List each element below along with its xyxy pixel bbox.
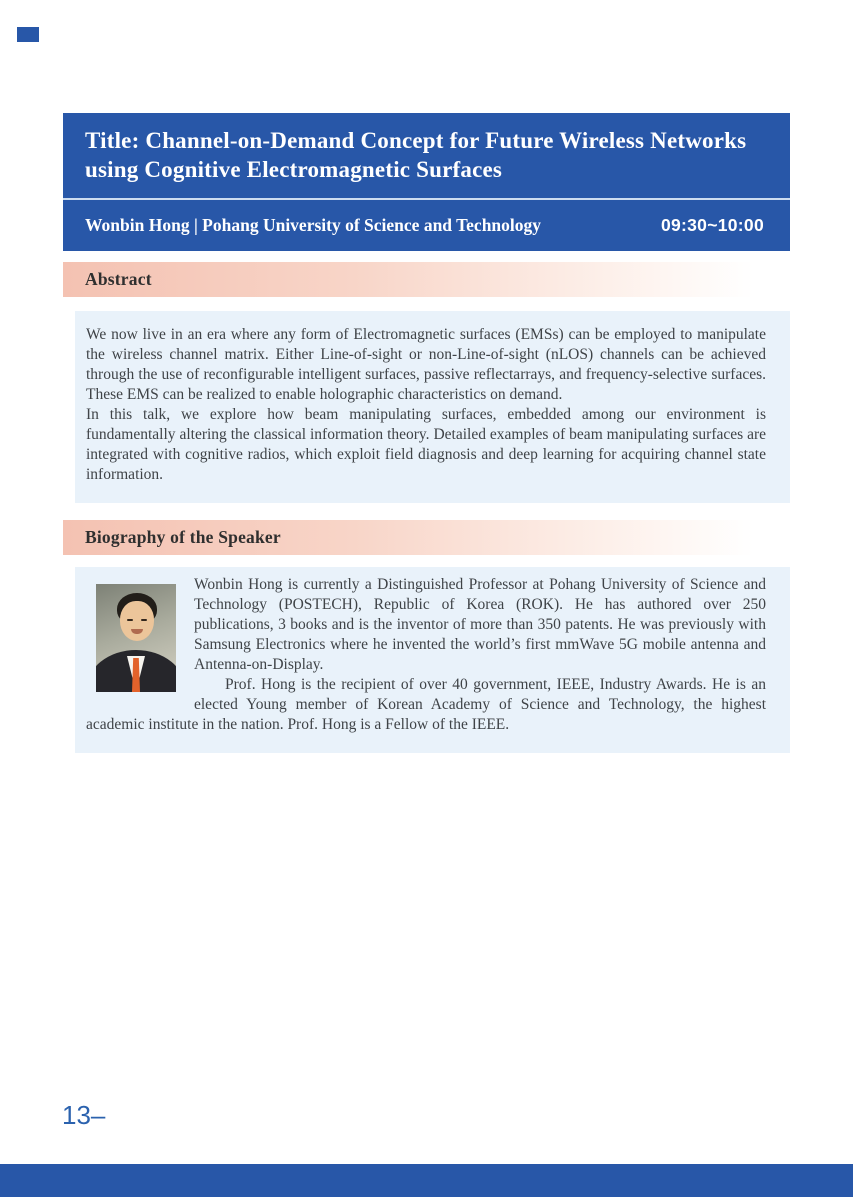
photo-eye <box>141 619 147 621</box>
session-title: Title: Channel-on-Demand Concept for Future Wireless Networks using Cognitive Electromagnetic Surfaces <box>85 128 747 182</box>
photo-mouth <box>131 629 143 634</box>
corner-accent-square <box>17 27 39 42</box>
biography-content-box <box>75 567 790 753</box>
session-time: 09:30~10:00 <box>660 215 764 235</box>
photo-eye <box>127 619 133 621</box>
page-number: 13– <box>62 1100 106 1130</box>
speaker-name-affiliation: Wonbin Hong | Pohang University of Science and Technology <box>85 215 542 235</box>
abstract-paragraph: In this talk, we explore how beam manipulating surfaces, embedded among our environment is fundamentally altering the classical information theory. Detailed examples of beam manipulating surfaces are integrated with cognitive radios, which exploit field diagnosis and deep learning for acquiring channel state information. <box>86 406 766 483</box>
abstract-section-heading <box>63 262 790 297</box>
biography-heading-label: Biography of the Speaker <box>85 527 281 547</box>
photo-face <box>120 601 154 641</box>
abstract-paragraph: We now live in an era where any form of Electromagnetic surfaces (EMSs) can be employed to manipulate the wireless channel matrix. Either Line-of-sight or non-Line-of-sight (nLOS) channels can be achieved through the use of reconfigurable intelligent surfaces, passive reflectarrays, and frequency-selective surfaces. These EMS can be realized to enable holographic characteristics on demand. <box>86 326 766 403</box>
photo-tie <box>132 658 140 692</box>
page-content <box>63 113 790 753</box>
footer-accent-bar <box>0 1164 853 1197</box>
speaker-photo <box>96 584 176 692</box>
speaker-banner <box>63 200 790 251</box>
session-title-banner <box>63 113 790 200</box>
biography-section-heading <box>63 520 790 555</box>
abstract-content-box <box>75 311 790 503</box>
biography-paragraph: Prof. Hong is the recipient of over 40 government, IEEE, Industry Awards. He is an elected Young member of Korean Academy of Science and Technology, the highest academic institute in the nation. Prof. Hong is a Fellow of the IEEE. <box>86 676 766 733</box>
abstract-heading-label: Abstract <box>85 269 152 289</box>
biography-paragraph: Wonbin Hong is currently a Distinguished Professor at Pohang University of Science and Technology (POSTECH), Republic of Korea (ROK). He has authored over 250 publications, 3 books and is the inventor of more than 350 patents. He was previously with Samsung Electronics where he invented the world’s first mmWave 5G mobile antenna and Antenna-on-Display. <box>194 576 766 673</box>
